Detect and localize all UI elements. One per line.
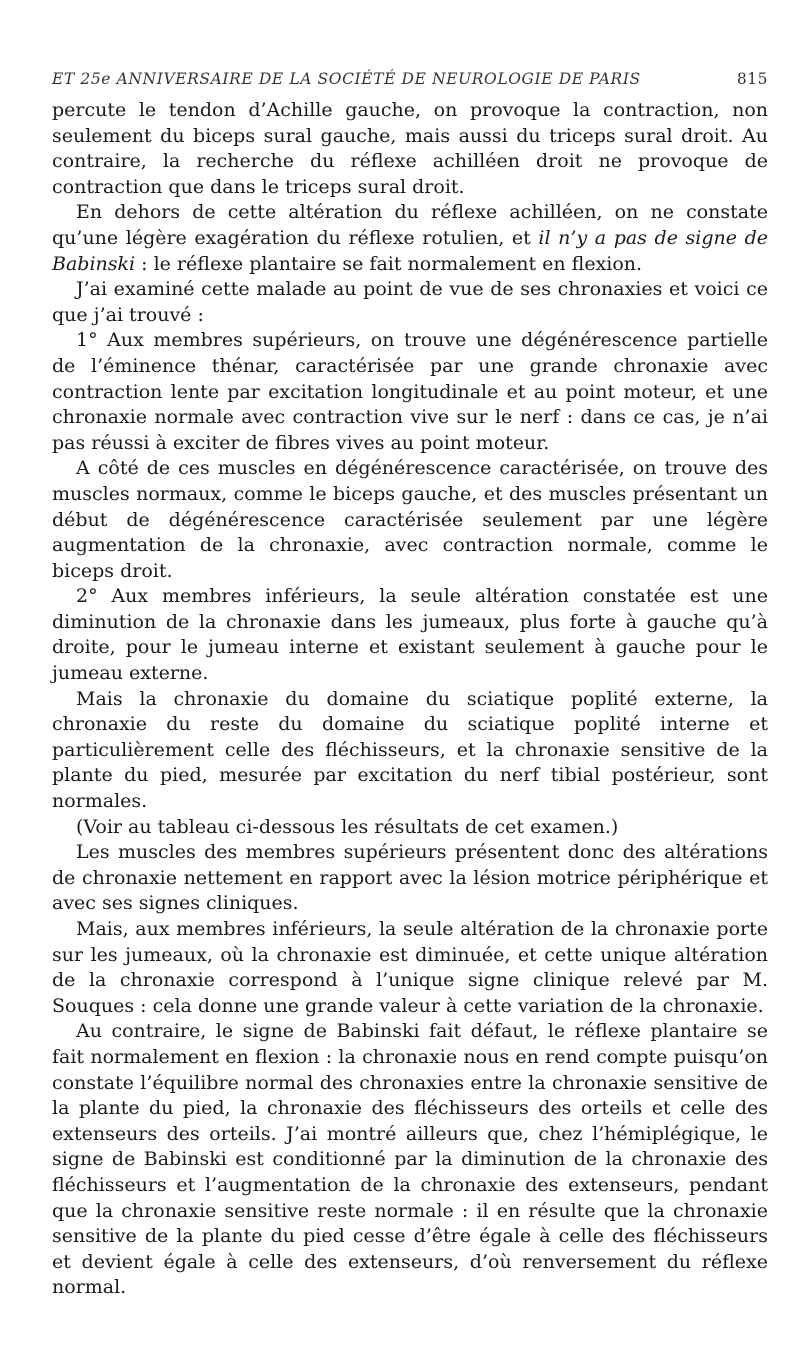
running-head-title: ET 25e ANNIVERSAIRE DE LA SOCIÉTÉ DE NEUROLOGIE DE PARIS [52,70,641,88]
paragraph-2 [52,200,768,277]
paragraph-5: A côté de ces muscles en dégénérescence caractérisée, on trouve des muscles normaux, comme le biceps gauche, et des muscles présentant un début de dégénérescence caractérisée seulement par une légère augmentation de la chronaxie, avec contraction normale, comme le biceps droit. [52,457,768,582]
body-text [52,98,768,1301]
paragraph-2-text-after: : le réflexe plantaire se fait normalement en flexion. [135,252,643,275]
paragraph-10: Mais, aux membres inférieurs, la seule altération de la chronaxie porte sur les jumeaux, où la chronaxie est diminuée, et cette unique altération de la chronaxie correspond à l’unique signe clinique relevé par M. Souques : cela donne une grande valeur à cette variation de la chronaxie. [52,918,768,1017]
paragraph-4: 1° Aux membres supérieurs, on trouve une dégénérescence partielle de l’éminence thénar, caractérisée par une grande chronaxie avec contraction lente par excitation longitudinale et au point moteur, et une chronaxie normale avec contraction vive sur le nerf : dans ce cas, je n’ai pas réussi à exciter de fibres vives au point moteur. [52,329,768,454]
paragraph-9: Les muscles des membres supérieurs présentent donc des altérations de chronaxie nettement en rapport avec la lésion motrice périphérique et avec ses signes cliniques. [52,841,768,915]
paragraph-8: (Voir au tableau ci-dessous les résultats de cet examen.) [76,815,619,838]
paragraph-6: 2° Aux membres inférieurs, la seule altération constatée est une diminution de la chronaxie dans les jumeaux, plus forte à gauche qu’à droite, pour le jumeau interne et existant seulement à gauche pour le jumeau externe. [52,585,768,685]
babinski-emphasis: il n’y a pas de signe de Babinski [52,226,768,275]
running-head [52,70,768,88]
paragraph-3: J’ai examiné cette malade au point de vue de ses chronaxies et voici ce que j’ai trouvé : [52,278,768,326]
page-number: 815 [736,70,768,88]
paragraph-1: percute le tendon d’Achille gauche, on provoque la contraction, non seulement du biceps sural gauche, mais aussi du triceps sural droit. Au contraire, la recherche du réflexe achilléen droit ne provoque de contraction que dans le triceps sural droit. [52,99,768,198]
document-page [52,70,768,1301]
paragraph-2-text-before: En dehors de cette altération du réflexe achilléen, on ne constate qu’une légère exagération du réflexe rotulien, et [52,201,768,249]
paragraph-7: Mais la chronaxie du domaine du sciatique poplité externe, la chronaxie du reste du domaine du sciatique poplité interne et particulièrement celle des fléchisseurs, et la chronaxie sensitive de la plante du pied, mesurée par excitation du nerf tibial postérieur, sont normales. [52,687,768,813]
paragraph-11: Au contraire, le signe de Babinski fait défaut, le réflexe plantaire se fait normalement en flexion : la chronaxie nous en rend compte puisqu’on constate l’équilibre normal des chronaxies entre la chronaxie sensitive de la plante du pied, la chronaxie des fléchisseurs des orteils et celle des extenseurs des orteils. J’ai montré ailleurs que, chez l’hémiplégique, le signe de Babinski est conditionné par la diminution de la chronaxie des fléchisseurs et l’augmentation de la chronaxie des extenseurs, pendant que la chronaxie sensitive reste normale : il en résulte que la chronaxie sensitive de la plante du pied cesse d’être égale à celle des fléchisseurs et devient égale à celle des extenseurs, d’où renversement du réflexe normal. [52,1020,768,1299]
